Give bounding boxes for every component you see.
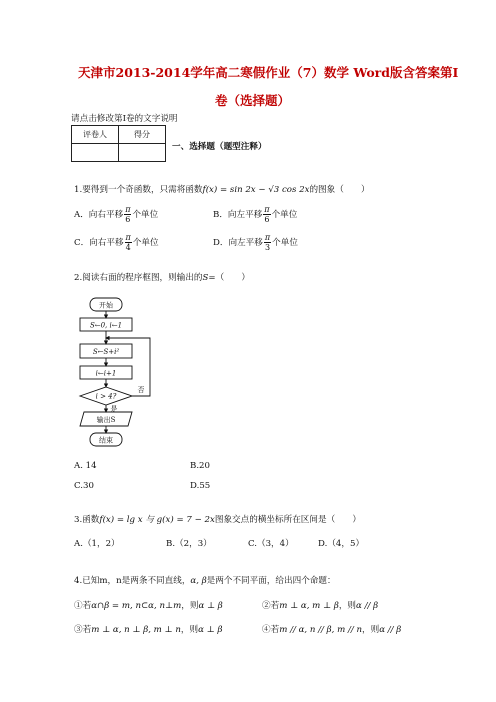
proposition-expr: m // α, n // β, m // n <box>279 625 363 635</box>
fraction-numerator: π <box>264 205 270 214</box>
proposition-expr: m ⊥ α, n ⊥ β, m ⊥ n <box>91 625 181 635</box>
question-1-prefix: 1.要得到一个奇函数，只需将函数 <box>74 185 203 195</box>
option-tail: 个单位 <box>272 238 298 248</box>
proposition-label: ②若 <box>262 601 280 611</box>
flow-init-label: S←0, i←1 <box>89 321 123 330</box>
section-heading: 一、选择题（题型注释） <box>172 142 267 152</box>
question-4-proposition-4 <box>262 624 401 636</box>
question-2-option-d[interactable]: D.55 <box>190 481 211 491</box>
score-table-cell[interactable] <box>119 144 166 162</box>
question-2-tail: =（ ） <box>208 273 250 283</box>
question-2-option-c[interactable]: C.30 <box>74 481 94 491</box>
flow-end-label: 结束 <box>99 436 113 445</box>
question-4-proposition-1 <box>74 600 223 612</box>
fraction-numerator: π <box>125 233 131 242</box>
fraction <box>125 233 132 252</box>
fraction <box>263 205 270 224</box>
question-3-option-b[interactable]: B.（2，3） <box>166 539 212 549</box>
proposition-conclusion: α ⊥ β <box>198 601 223 611</box>
flow-yes-label: 是 <box>110 405 118 413</box>
proposition-then: ，则 <box>362 625 380 635</box>
proposition-conclusion: α ⊥ β <box>198 625 223 635</box>
question-3-prefix: 3.函数 <box>74 515 100 525</box>
fraction-denominator: 6 <box>125 215 131 224</box>
question-2-option-a[interactable]: A. 14 <box>74 461 97 471</box>
proposition-then: ，则 <box>338 601 357 611</box>
fraction-denominator: 3 <box>264 243 271 252</box>
option-label: D．向左平移 <box>213 238 263 248</box>
score-table-header-score: 得分 <box>119 126 166 144</box>
question-1-option-b[interactable] <box>213 205 297 224</box>
proposition-label: ①若 <box>74 601 92 611</box>
flow-start-label: 开始 <box>99 301 113 310</box>
flow-update-i-label: i←i+1 <box>95 369 117 378</box>
fraction-numerator: π <box>125 205 131 214</box>
question-4-greek: α, β <box>190 576 207 586</box>
document-title-line1: 天津市2013-2014学年高二寒假作业（7）数学 Word版含答案第I <box>78 65 459 80</box>
question-4-stem <box>74 575 336 587</box>
question-3-suffix: 图象交点的横坐标所在区间是（ ） <box>214 515 361 525</box>
fraction <box>264 233 271 252</box>
fraction-numerator: π <box>264 233 271 242</box>
fraction-denominator: 6 <box>264 215 270 224</box>
score-table-cell[interactable] <box>72 144 119 162</box>
proposition-then: ，则 <box>181 601 199 611</box>
question-2-var: S <box>202 273 209 283</box>
question-4-proposition-3 <box>74 624 222 636</box>
flow-condition-label: i > 4? <box>95 392 117 401</box>
option-tail: 个单位 <box>132 238 159 248</box>
score-table <box>71 125 166 162</box>
proposition-expr: m ⊥ α, m ⊥ β <box>279 601 339 611</box>
flow-output-label: 输出S <box>96 416 116 424</box>
question-1-stem <box>74 184 370 196</box>
proposition-label: ④若 <box>262 625 280 635</box>
question-1-option-c[interactable] <box>74 233 159 252</box>
question-3-formula: f(x) = lg x 与 g(x) = 7 − 2x <box>99 515 215 525</box>
question-1-suffix: 的图象（ ） <box>309 185 370 195</box>
flowchart <box>70 290 160 452</box>
question-2-text: 2.阅读右面的程序框图，则输出的 <box>74 273 203 283</box>
option-label: A．向右平移 <box>74 210 124 220</box>
question-3-option-d[interactable]: D.（4，5） <box>318 539 365 549</box>
proposition-conclusion: α // β <box>379 625 402 635</box>
flow-no-label: 否 <box>137 386 145 394</box>
question-4-proposition-2 <box>262 600 378 612</box>
score-table-header-grader: 评卷人 <box>72 126 119 144</box>
question-4-suffix: 是两个不同平面，给出四个命题： <box>206 576 336 586</box>
option-label: C．向右平移 <box>74 238 124 248</box>
fraction-denominator: 4 <box>125 243 131 252</box>
question-1-option-a[interactable] <box>74 205 158 224</box>
document-title-line2: 卷（选择题） <box>215 93 291 108</box>
proposition-label: ③若 <box>74 625 92 635</box>
fraction <box>124 205 131 224</box>
edit-note: 请点击修改第I卷的文字说明 <box>71 114 178 124</box>
question-2-stem <box>74 272 250 284</box>
proposition-then: ，则 <box>180 625 199 635</box>
question-1-option-d[interactable] <box>213 233 298 252</box>
question-3-stem <box>74 514 361 526</box>
question-2-option-b[interactable]: B.20 <box>190 461 210 471</box>
proposition-expr: α∩β = m, n⊂α, n⊥m <box>91 601 182 611</box>
option-label: B．向左平移 <box>213 210 263 220</box>
flow-update-s-label: S←S+i² <box>92 348 120 356</box>
option-tail: 个单位 <box>271 210 298 220</box>
question-4-prefix: 4.已知m，n是两条不同直线， <box>74 576 191 586</box>
question-1-formula: f(x) = sin 2x − √3 cos 2x <box>202 185 310 195</box>
question-3-option-a[interactable]: A.（1，2） <box>74 539 120 549</box>
option-tail: 个单位 <box>132 210 159 220</box>
question-3-option-c[interactable]: C.（3，4） <box>248 539 294 549</box>
proposition-conclusion: α // β <box>356 601 379 611</box>
